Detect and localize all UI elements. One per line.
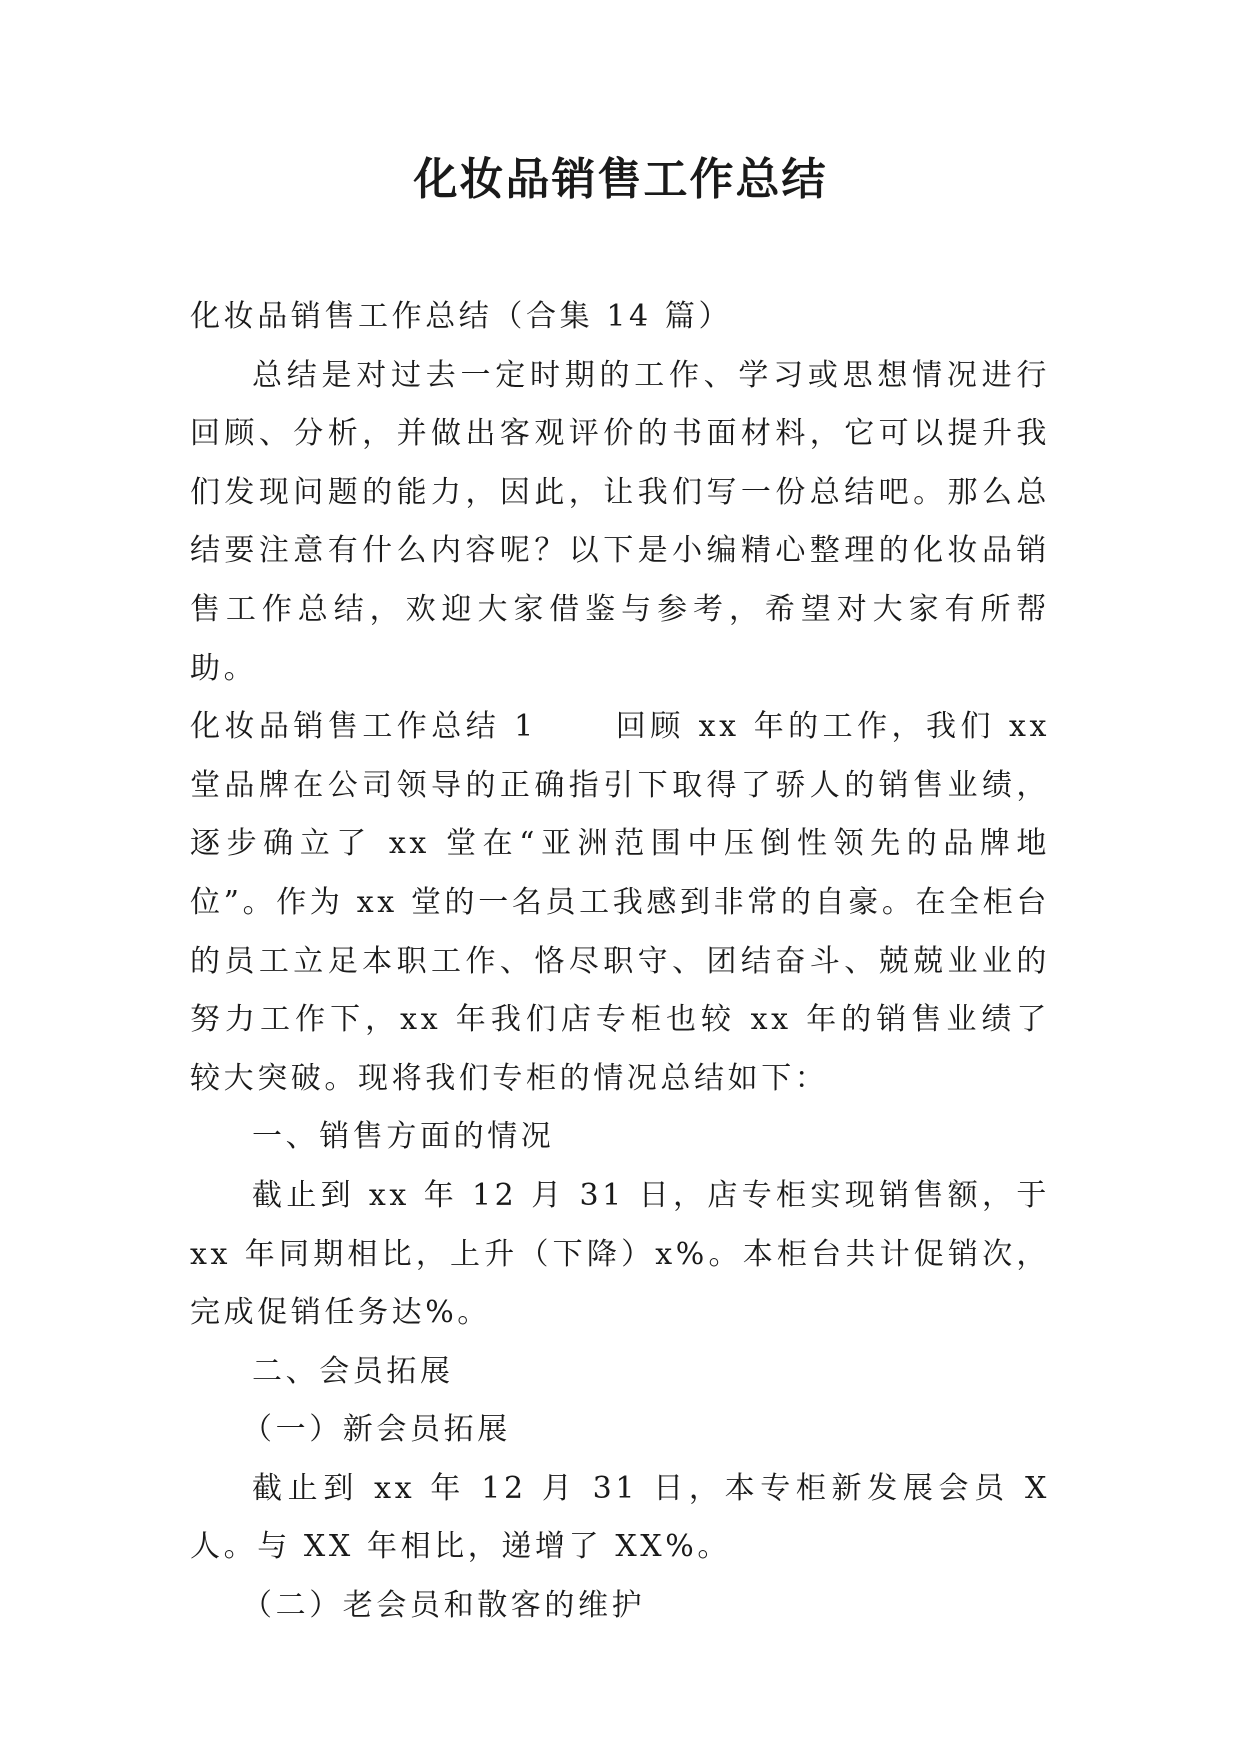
document-subtitle: 化妆品销售工作总结（合集 14 篇） xyxy=(190,299,733,334)
new-members-heading: （一）新会员拓展 xyxy=(242,1412,511,1448)
section-1-heading: 化妆品销售工作总结 1 xyxy=(190,709,537,745)
old-members-heading: （二）老会员和散客的维护 xyxy=(242,1588,646,1624)
section-1-text: 回顾 xx 年的工作，我们 xx 堂品牌在公司领导的正确指引下取得了骄人的销售业绩，逐步确立了 xx 堂在“亚洲范围中压倒性领先的品牌地位”。作为 xx 堂的一名员工我感到非常的自豪。在全柜台的员工立足本职工作、恪尽职守、团结奋斗、兢兢业业的努力工作下，xx 年我们店专柜也较 xx 年的销售业绩了较大突破。现将我们专柜的情况总结如下： xyxy=(190,709,1050,1096)
document-body xyxy=(190,288,1050,1636)
document-title: 化妆品销售工作总结 xyxy=(413,154,828,205)
intro-paragraph: 总结是对过去一定时期的工作、学习或思想情况进行回顾、分析，并做出客观评价的书面材料，它可以提升我们发现问题的能力，因此，让我们写一份总结吧。那么总结要注意有什么内容呢？以下是小编精心整理的化妆品销售工作总结，欢迎大家借鉴与参考，希望对大家有所帮助。 xyxy=(190,357,1050,686)
section-1-paragraph xyxy=(190,698,1050,1108)
new-members-paragraph: 截止到 xx 年 12 月 31 日，本专柜新发展会员 X 人。与 XX 年相比，递增了 XX%。 xyxy=(190,1470,1050,1565)
sales-paragraph: 截止到 xx 年 12 月 31 日，店专柜实现销售额，于 xx 年同期相比，上升（下降）x%。本柜台共计促销次，完成促销任务达%。 xyxy=(190,1177,1050,1331)
sales-heading: 一、销售方面的情况 xyxy=(252,1119,555,1155)
members-heading: 二、会员拓展 xyxy=(252,1353,454,1389)
